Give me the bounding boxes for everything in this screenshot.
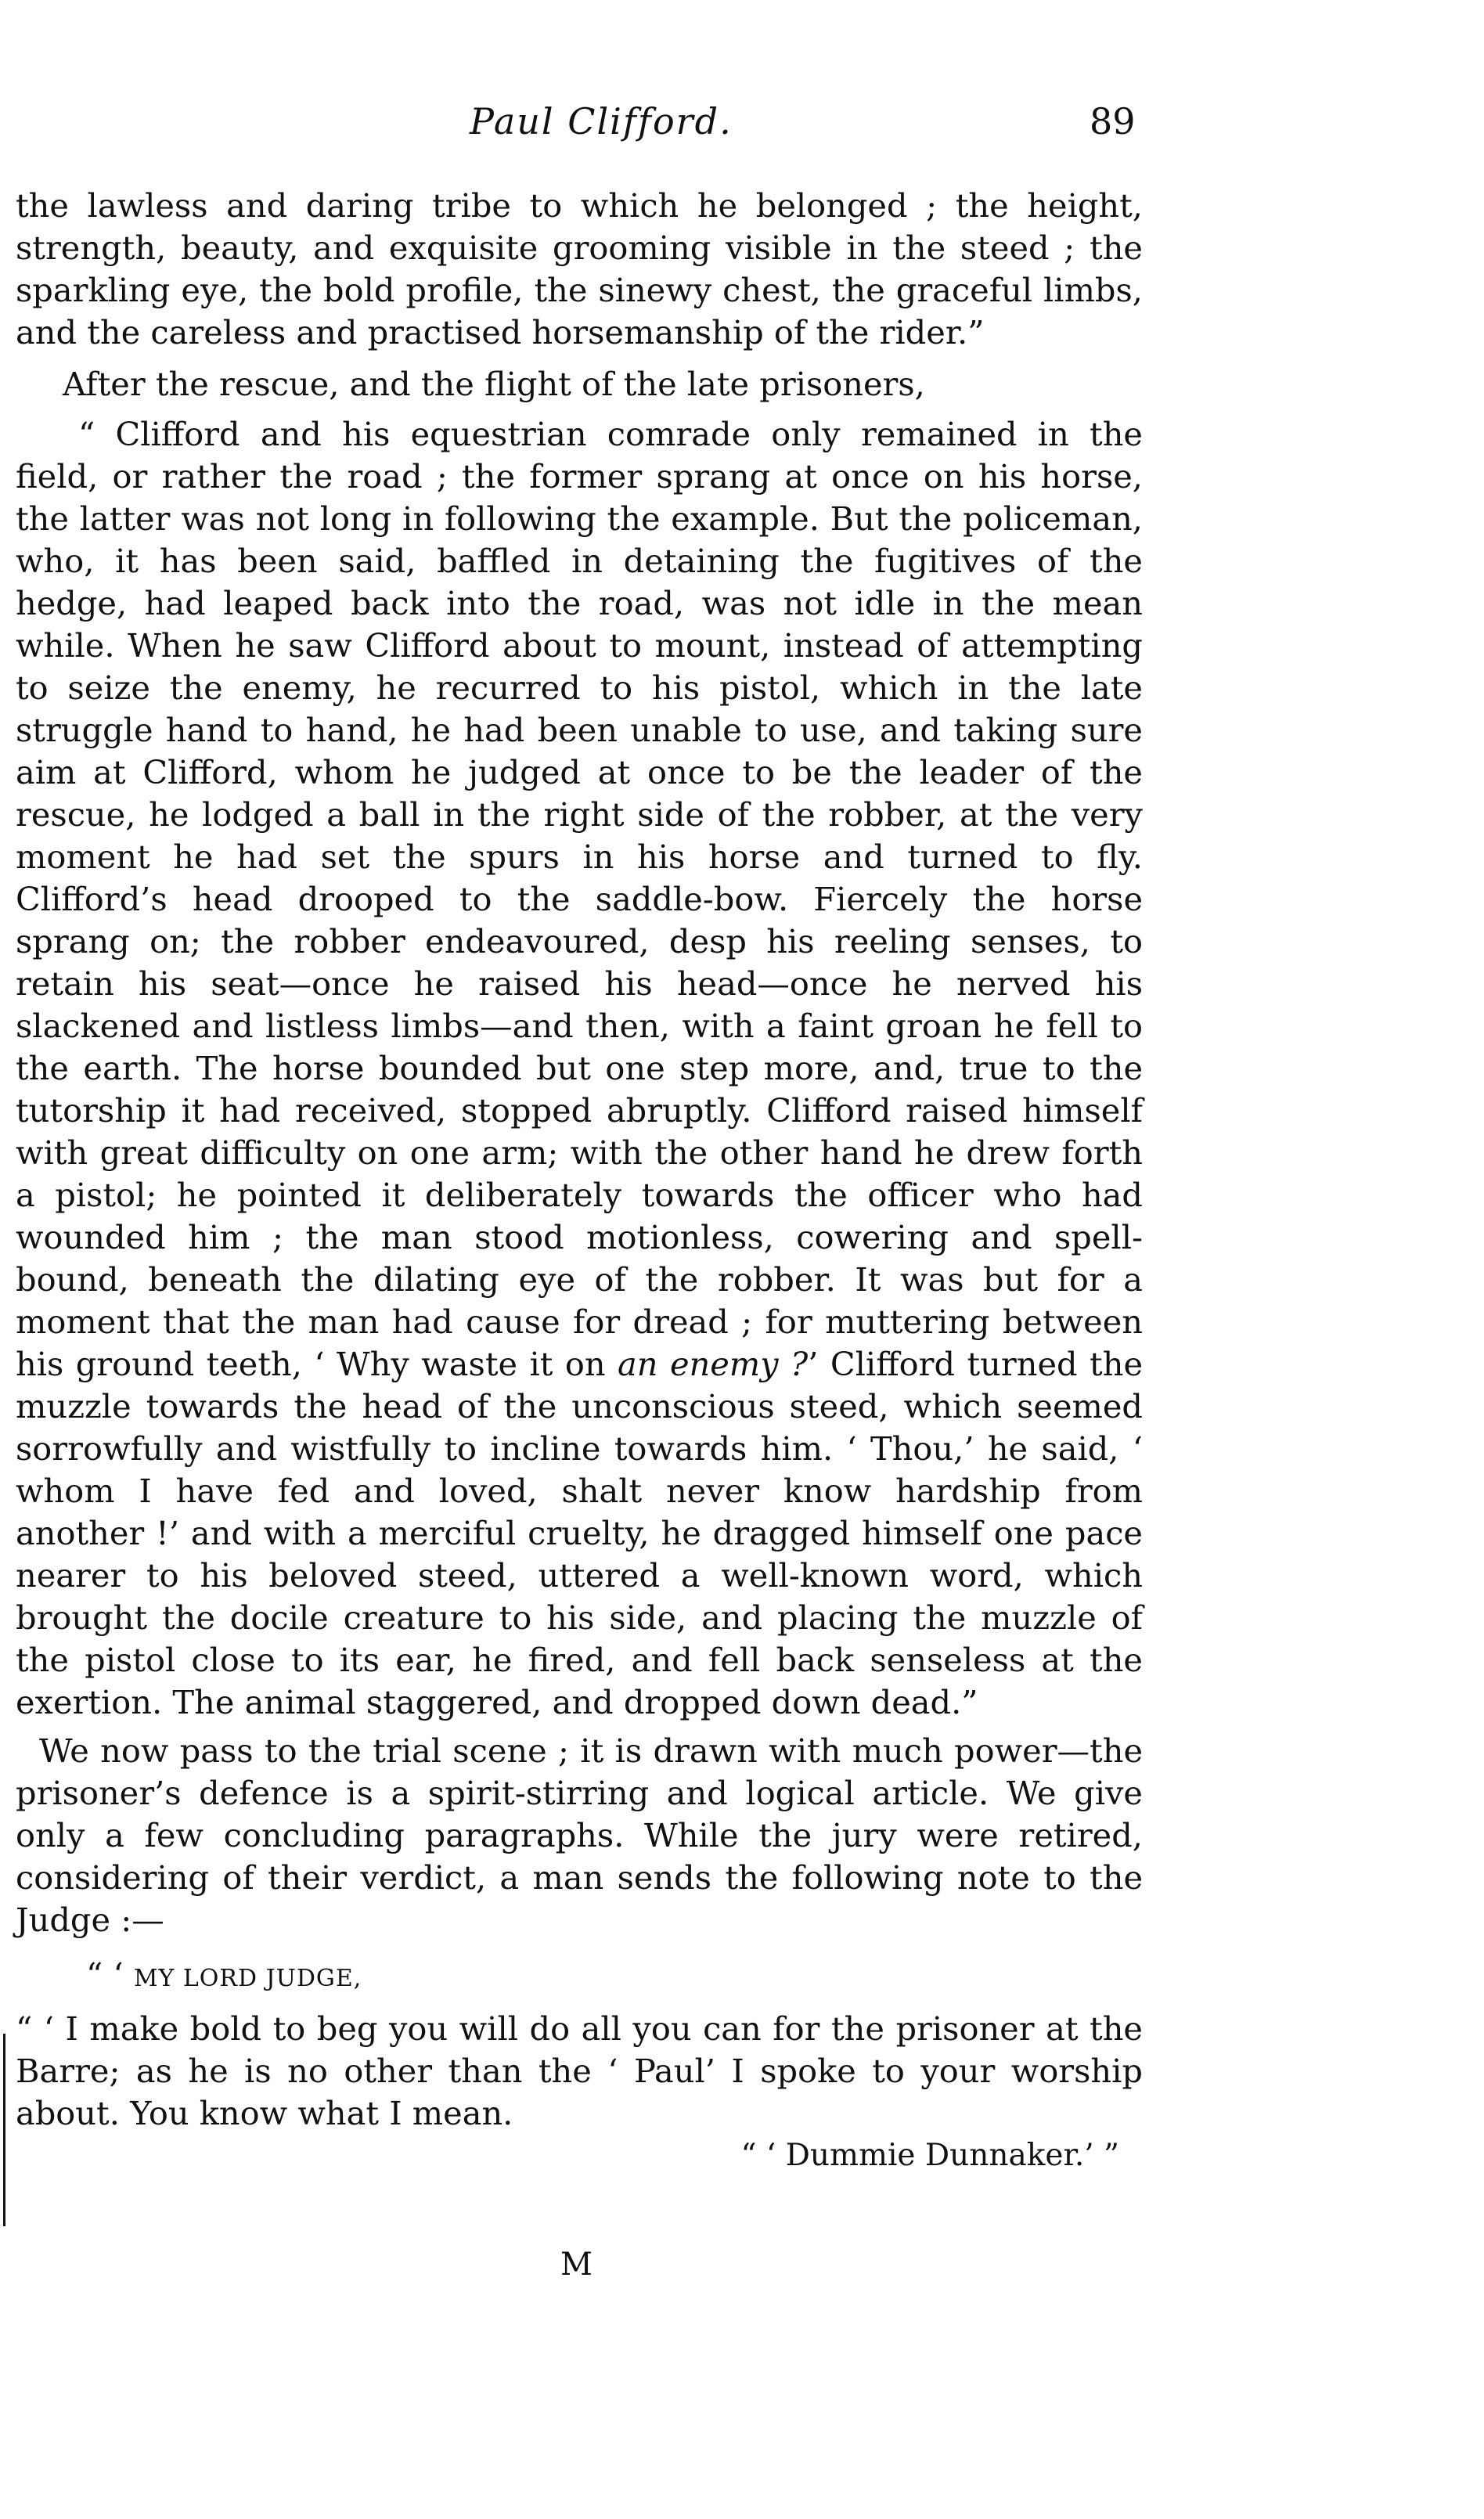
signature-mark: M <box>560 2247 593 2283</box>
body-text <box>16 185 1143 2177</box>
page-header <box>0 100 1484 155</box>
salutation-quote-marks: “ ‘ <box>86 1955 124 1994</box>
paragraph-trial-scene: We now pass to the trial scene ; it is drawn with much power—the prisoner’s defence is a spirit-stirring and logical article. We give only a few concluding paragraphs. While the jury were retired, considering of their verdict, a man sends the following note to the Judge :— <box>16 1732 1143 1939</box>
quote-text-continued: ’ Clifford turned the muzzle towards the head of the unconscious steed, which seemed sorrowfully and wistfully to incline towards him. ‘ Thou,’ he said, ‘ whom I have fed and loved, shalt never know hardship from another !’ and with a merciful cruelty, he dragged himself one pace nearer to his beloved steed, uttered a well-known word, which brought the docile creature to his side, and placing the muzzle of the pistol close to its ear, he fired, and fell back senseless at the exertion. The animal staggered, and dropped down dead.” <box>16 1345 1144 1721</box>
salutation-text: MY LORD JUDGE, <box>133 1965 362 1992</box>
quote-text: “ Clifford and his equestrian comrade only remained in the field, or rather the road ; the former sprang at once on his horse, the latter was not long in following the example. But the policeman, who, it has been said, baffled in detaining the fugitives of the hedge, had leaped back into the road, was not idle in the mean while. When he saw Clifford about to mount, instead of attempting to seize the enemy, he recurred to his pistol, which in the late struggle hand to hand, he had been unable to use, and taking sure aim at Clifford, whom he judged at once to be the leader of the rescue, he lodged a ball in the right side of the robber, at the very moment he had set the spurs in his horse and turned to fly. Clifford’s head drooped to the saddle-bow. Fiercely the horse sprang on; the robber endeavoured, desp his reeling senses, to retain his seat—once he raised his head—once he nerved his slackened and listless limbs—and then, with a faint groan he fell to the earth. The horse bounded but one step more, and, true to the tutorship it had received, stopped abruptly. Clifford raised himself with great difficulty on one arm; with the other hand he drew forth a pistol; he pointed it deliberately towards the officer who had wounded him ; the man stood motionless, cowering and spell-bound, beneath the dilating eye of the robber. It was but for a moment that the man had cause for dread ; for muttering between his ground teeth, ‘ Why waste it on <box>16 415 1143 1383</box>
letter-body: “ ‘ I make bold to beg you will do all you can for the prisoner at the Barre; as he is no other than the ‘ Paul’ I spoke to your worship about. You know what I mean. <box>16 2009 1143 2132</box>
page-number: 89 <box>1090 100 1136 142</box>
paragraph-continuation: the lawless and daring tribe to which he belonged ; the height, strength, beauty, and exquisite grooming visible in the steed ; the sparkling eye, the bold profile, the sinewy chest, the graceful limbs, and the careless and practised horsemanship of the rider.” <box>16 186 1143 351</box>
quote-italic: an enemy ? <box>618 1345 809 1383</box>
paragraph-rescue: After the rescue, and the flight of the late prisoners, <box>63 365 925 403</box>
letter-salutation <box>16 1954 1143 2000</box>
running-title: Paul Clifford. <box>470 100 733 142</box>
paragraph-clifford-quote <box>16 413 1143 1724</box>
letter-signature: “ ‘ Dummie Dunnaker.’ ” <box>740 2138 1119 2173</box>
margin-bracket <box>3 2034 5 2226</box>
